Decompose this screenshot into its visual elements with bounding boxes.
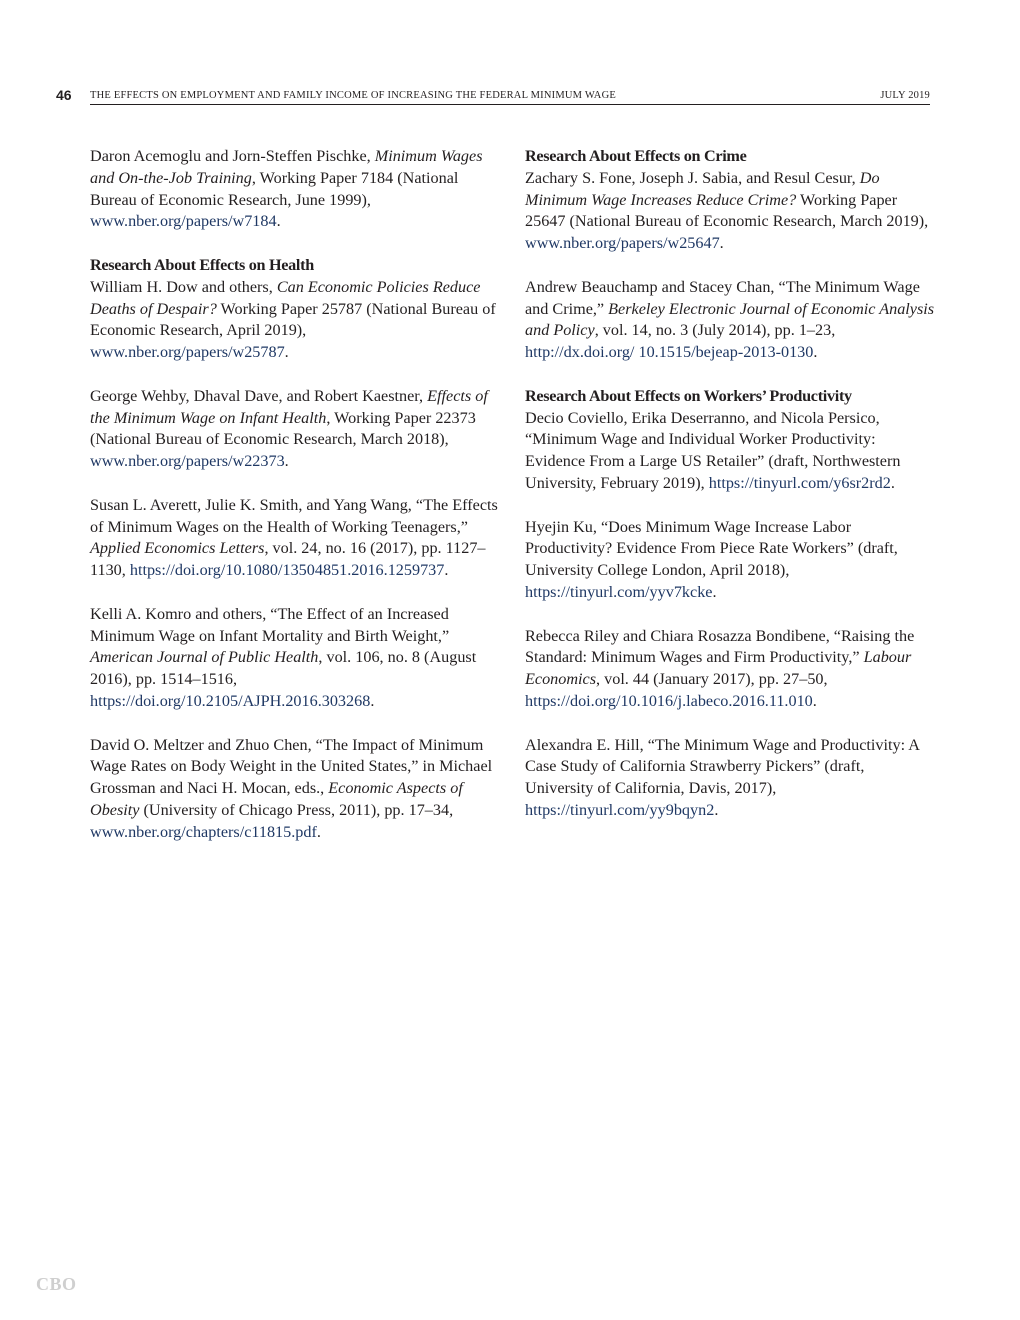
section-heading-crime: Research About Effects on Crime — [525, 147, 747, 165]
reference-entry: Alexandra E. Hill, “The Minimum Wage and Productivity: A Case Study of California Strawberry Pickers” (draft, University of California, Davis, 2017), https://tinyurl.com/yy9bqyn2. — [525, 735, 920, 819]
reference-link[interactable]: www.nber.org/papers/w22373 — [90, 452, 285, 471]
reference-link[interactable]: https://tinyurl.com/yy9bqyn2 — [525, 800, 715, 819]
cbo-logo: CBO — [36, 1274, 77, 1294]
reference-link[interactable]: https://tinyurl.com/y6sr2rd2 — [708, 473, 891, 492]
section-heading-productivity: Research About Effects on Workers’ Productivity — [525, 386, 852, 405]
right-column — [525, 146, 935, 844]
reference-link[interactable]: https://doi.org/10.2105/AJPH.2016.303268 — [90, 691, 371, 710]
reference-link[interactable]: www.nber.org/papers/w7184 — [90, 212, 277, 231]
reference-entry: David O. Meltzer and Zhuo Chen, “The Impact of Minimum Wage Rates on Body Weight in the United States,” in Michael Grossman and Naci H. Mocan, eds., Economic Aspects of Obesity (University of Chicago Press, 2011), pp. 17–34, www.nber.org/chapters/c11815.pdf. — [90, 735, 493, 841]
reference-entry: Zachary S. Fone, Joseph J. Sabia, and Resul Cesur, Do Minimum Wage Increases Reduce Crime? Working Paper 25647 (National Bureau of Economic Research, March 2019), www.nber.org/papers/w25647. — [525, 168, 929, 253]
reference-entry: Rebecca Riley and Chiara Rosazza Bondibene, “Raising the Standard: Minimum Wages and Firm Productivity,” Labour Economics, vol. 44 (January 2017), pp. 27–50, https://doi.org/10.1016/j.labeco.2016.11.010. — [525, 626, 915, 710]
reference-entry: Daron Acemoglu and Jorn-Steffen Pischke, Minimum Wages and On-the-Job Training, Working Paper 7184 (National Bureau of Economic Research, June 1999), www.nber.org/papers/w7184. — [90, 147, 483, 231]
reference-link[interactable]: www.nber.org/papers/w25787 — [90, 343, 285, 362]
reference-entry: George Wehby, Dhaval Dave, and Robert Kaestner, Effects of the Minimum Wage on Infant Health, Working Paper 22373 (National Bureau of Economic Research, March 2018), www.nber.org/papers/w22373. — [90, 386, 488, 471]
reference-link[interactable]: www.nber.org/chapters/c11815.pdf — [90, 822, 317, 841]
reference-entry: Andrew Beauchamp and Stacey Chan, “The Minimum Wage and Crime,” Berkeley Electronic Journal of Economic Analysis and Policy, vol. 14, no. 3 (July 2014), pp. 1–23, http://dx.doi.org/ 10.1515/bejeap-2013-0130. — [525, 277, 935, 362]
left-column — [90, 146, 500, 865]
header-rule — [90, 104, 930, 105]
running-title: THE EFFECTS ON EMPLOYMENT AND FAMILY INCOME OF INCREASING THE FEDERAL MINIMUM WAGE — [90, 90, 616, 101]
reference-link[interactable]: https://doi.org/10.1080/13504851.2016.1259737 — [129, 561, 445, 580]
reference-link[interactable]: www.nber.org/papers/w25647 — [525, 234, 720, 253]
reference-link[interactable]: http://dx.doi.org/ 10.1515/bejeap-2013-0130 — [525, 343, 814, 362]
reference-entry: William H. Dow and others, Can Economic Policies Reduce Deaths of Despair? Working Paper 25787 (National Bureau of Economic Research, April 2019), www.nber.org/papers/w25787. — [90, 277, 496, 362]
section-heading-health: Research About Effects on Health — [90, 255, 314, 274]
page-number: 46 — [56, 87, 72, 103]
reference-entry: Hyejin Ku, “Does Minimum Wage Increase Labor Productivity? Evidence From Piece Rate Workers” (draft, University College London, April 2018), https://tinyurl.com/yyv7kcke. — [525, 517, 898, 601]
reference-link[interactable]: https://doi.org/10.1016/j.labeco.2016.11.010 — [525, 691, 813, 710]
reference-entry: Kelli A. Komro and others, “The Effect of an Increased Minimum Wage on Infant Mortality and Birth Weight,” American Journal of Public Health, vol. 106, no. 8 (August 2016), pp. 1514–1516, https://doi.org/10.2105/AJPH.2016.303268. — [90, 604, 477, 710]
reference-link[interactable]: https://tinyurl.com/yyv7kcke — [525, 582, 713, 601]
running-date: JULY 2019 — [880, 90, 930, 101]
reference-entry: Decio Coviello, Erika Deserranno, and Nicola Persico, “Minimum Wage and Individual Worker Productivity: Evidence From a Large US Retailer” (draft, Northwestern University, February 2019), https://tinyurl.com/y6sr2rd2. — [525, 408, 901, 492]
reference-entry: Susan L. Averett, Julie K. Smith, and Yang Wang, “The Effects of Minimum Wages on the Health of Working Teenagers,” Applied Economics Letters, vol. 24, no. 16 (2017), pp. 1127–1130, https://doi.org/10.1080/13504851.2016.1259737. — [90, 495, 498, 580]
